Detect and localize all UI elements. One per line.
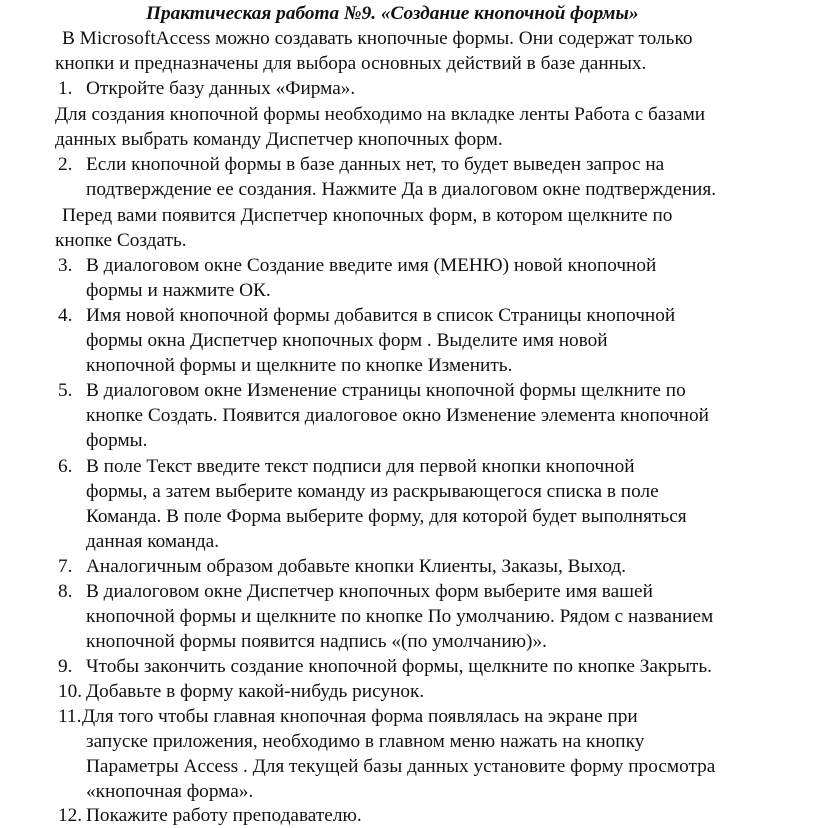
item-number: 11.	[58, 706, 82, 727]
item-line: формы.	[86, 430, 148, 451]
item-line: Чтобы закончить создание кнопочной формы, щелкните по кнопке Закрыть.	[86, 656, 712, 677]
item-line: формы, а затем выберите команду из раскрывающегося списка в поле	[86, 481, 659, 502]
item-line: В диалоговом окне Диспетчер кнопочных форм выберите имя вашей	[86, 581, 653, 602]
item-line: В диалоговом окне Изменение страницы кнопочной формы щелкните по	[86, 380, 686, 401]
item-line: Команда. В поле Форма выберите форму, для которой будет выполняться	[86, 506, 687, 527]
item-number: 4.	[58, 305, 73, 326]
item-line: кнопке Создать. Появится диалоговое окно Изменение элемента кнопочной	[86, 405, 709, 426]
item-line: подтверждение ее создания. Нажмите Да в диалоговом окне подтверждения.	[86, 179, 717, 200]
item-line: запуске приложения, необходимо в главном меню нажать на кнопку	[86, 731, 645, 752]
paragraph-line: Для создания кнопочной формы необходимо на вкладке ленты Работа с базами	[55, 104, 706, 125]
item-line: формы окна Диспетчер кнопочных форм . Выделите имя новой	[86, 330, 608, 351]
item-line: Для того чтобы главная кнопочная форма появлялась на экране при	[82, 706, 638, 727]
page-title: Практическая работа №9. «Создание кнопочной формы»	[146, 3, 639, 24]
item-number: 5.	[58, 380, 73, 401]
item-number: 12.	[58, 805, 83, 826]
item-line: Откройте базу данных «Фирма».	[86, 78, 356, 99]
item-number: 3.	[58, 255, 73, 276]
item-number: 2.	[58, 154, 73, 175]
item-line: Параметры Access . Для текущей базы данных установите форму просмотра	[86, 756, 716, 777]
item-line: Покажите работу преподавателю.	[86, 805, 362, 826]
item-number: 9.	[58, 656, 73, 677]
item-line: кнопочной формы и щелкните по кнопке Изменить.	[86, 355, 513, 376]
item-line: «кнопочная форма».	[86, 781, 254, 802]
intro-line: кнопки и предназначены для выбора основных действий в базе данных.	[55, 53, 647, 74]
item-number: 7.	[58, 556, 73, 577]
paragraph-line: Перед вами появится Диспетчер кнопочных форм, в котором щелкните по	[62, 205, 673, 226]
item-number: 10.	[58, 681, 83, 702]
item-number: 6.	[58, 456, 73, 477]
paragraph-line: данных выбрать команду Диспетчер кнопочных форм.	[55, 129, 503, 150]
paragraph-line: кнопке Создать.	[55, 230, 187, 251]
item-number: 8.	[58, 581, 73, 602]
item-line: кнопочной формы и щелкните по кнопке По умолчанию. Рядом с названием	[86, 606, 714, 627]
item-line: кнопочной формы появится надпись «(по умолчанию)».	[86, 631, 547, 652]
item-line: Добавьте в форму какой-нибудь рисунок.	[86, 681, 425, 702]
item-line: В диалоговом окне Создание введите имя (МЕНЮ) новой кнопочной	[86, 255, 657, 276]
item-line: Имя новой кнопочной формы добавится в список Страницы кнопочной	[86, 305, 676, 326]
item-line: Аналогичным образом добавьте кнопки Клиенты, Заказы, Выход.	[86, 556, 627, 577]
item-number: 1.	[58, 78, 73, 99]
item-line: формы и нажмите ОК.	[86, 280, 271, 301]
item-line: данная команда.	[86, 531, 220, 552]
item-line: В поле Текст введите текст подписи для первой кнопки кнопочной	[86, 456, 635, 477]
intro-line: В MicrosoftAccess можно создавать кнопочные формы. Они содержат только	[62, 28, 693, 49]
item-line: Если кнопочной формы в базе данных нет, то будет выведен запрос на	[86, 154, 665, 175]
